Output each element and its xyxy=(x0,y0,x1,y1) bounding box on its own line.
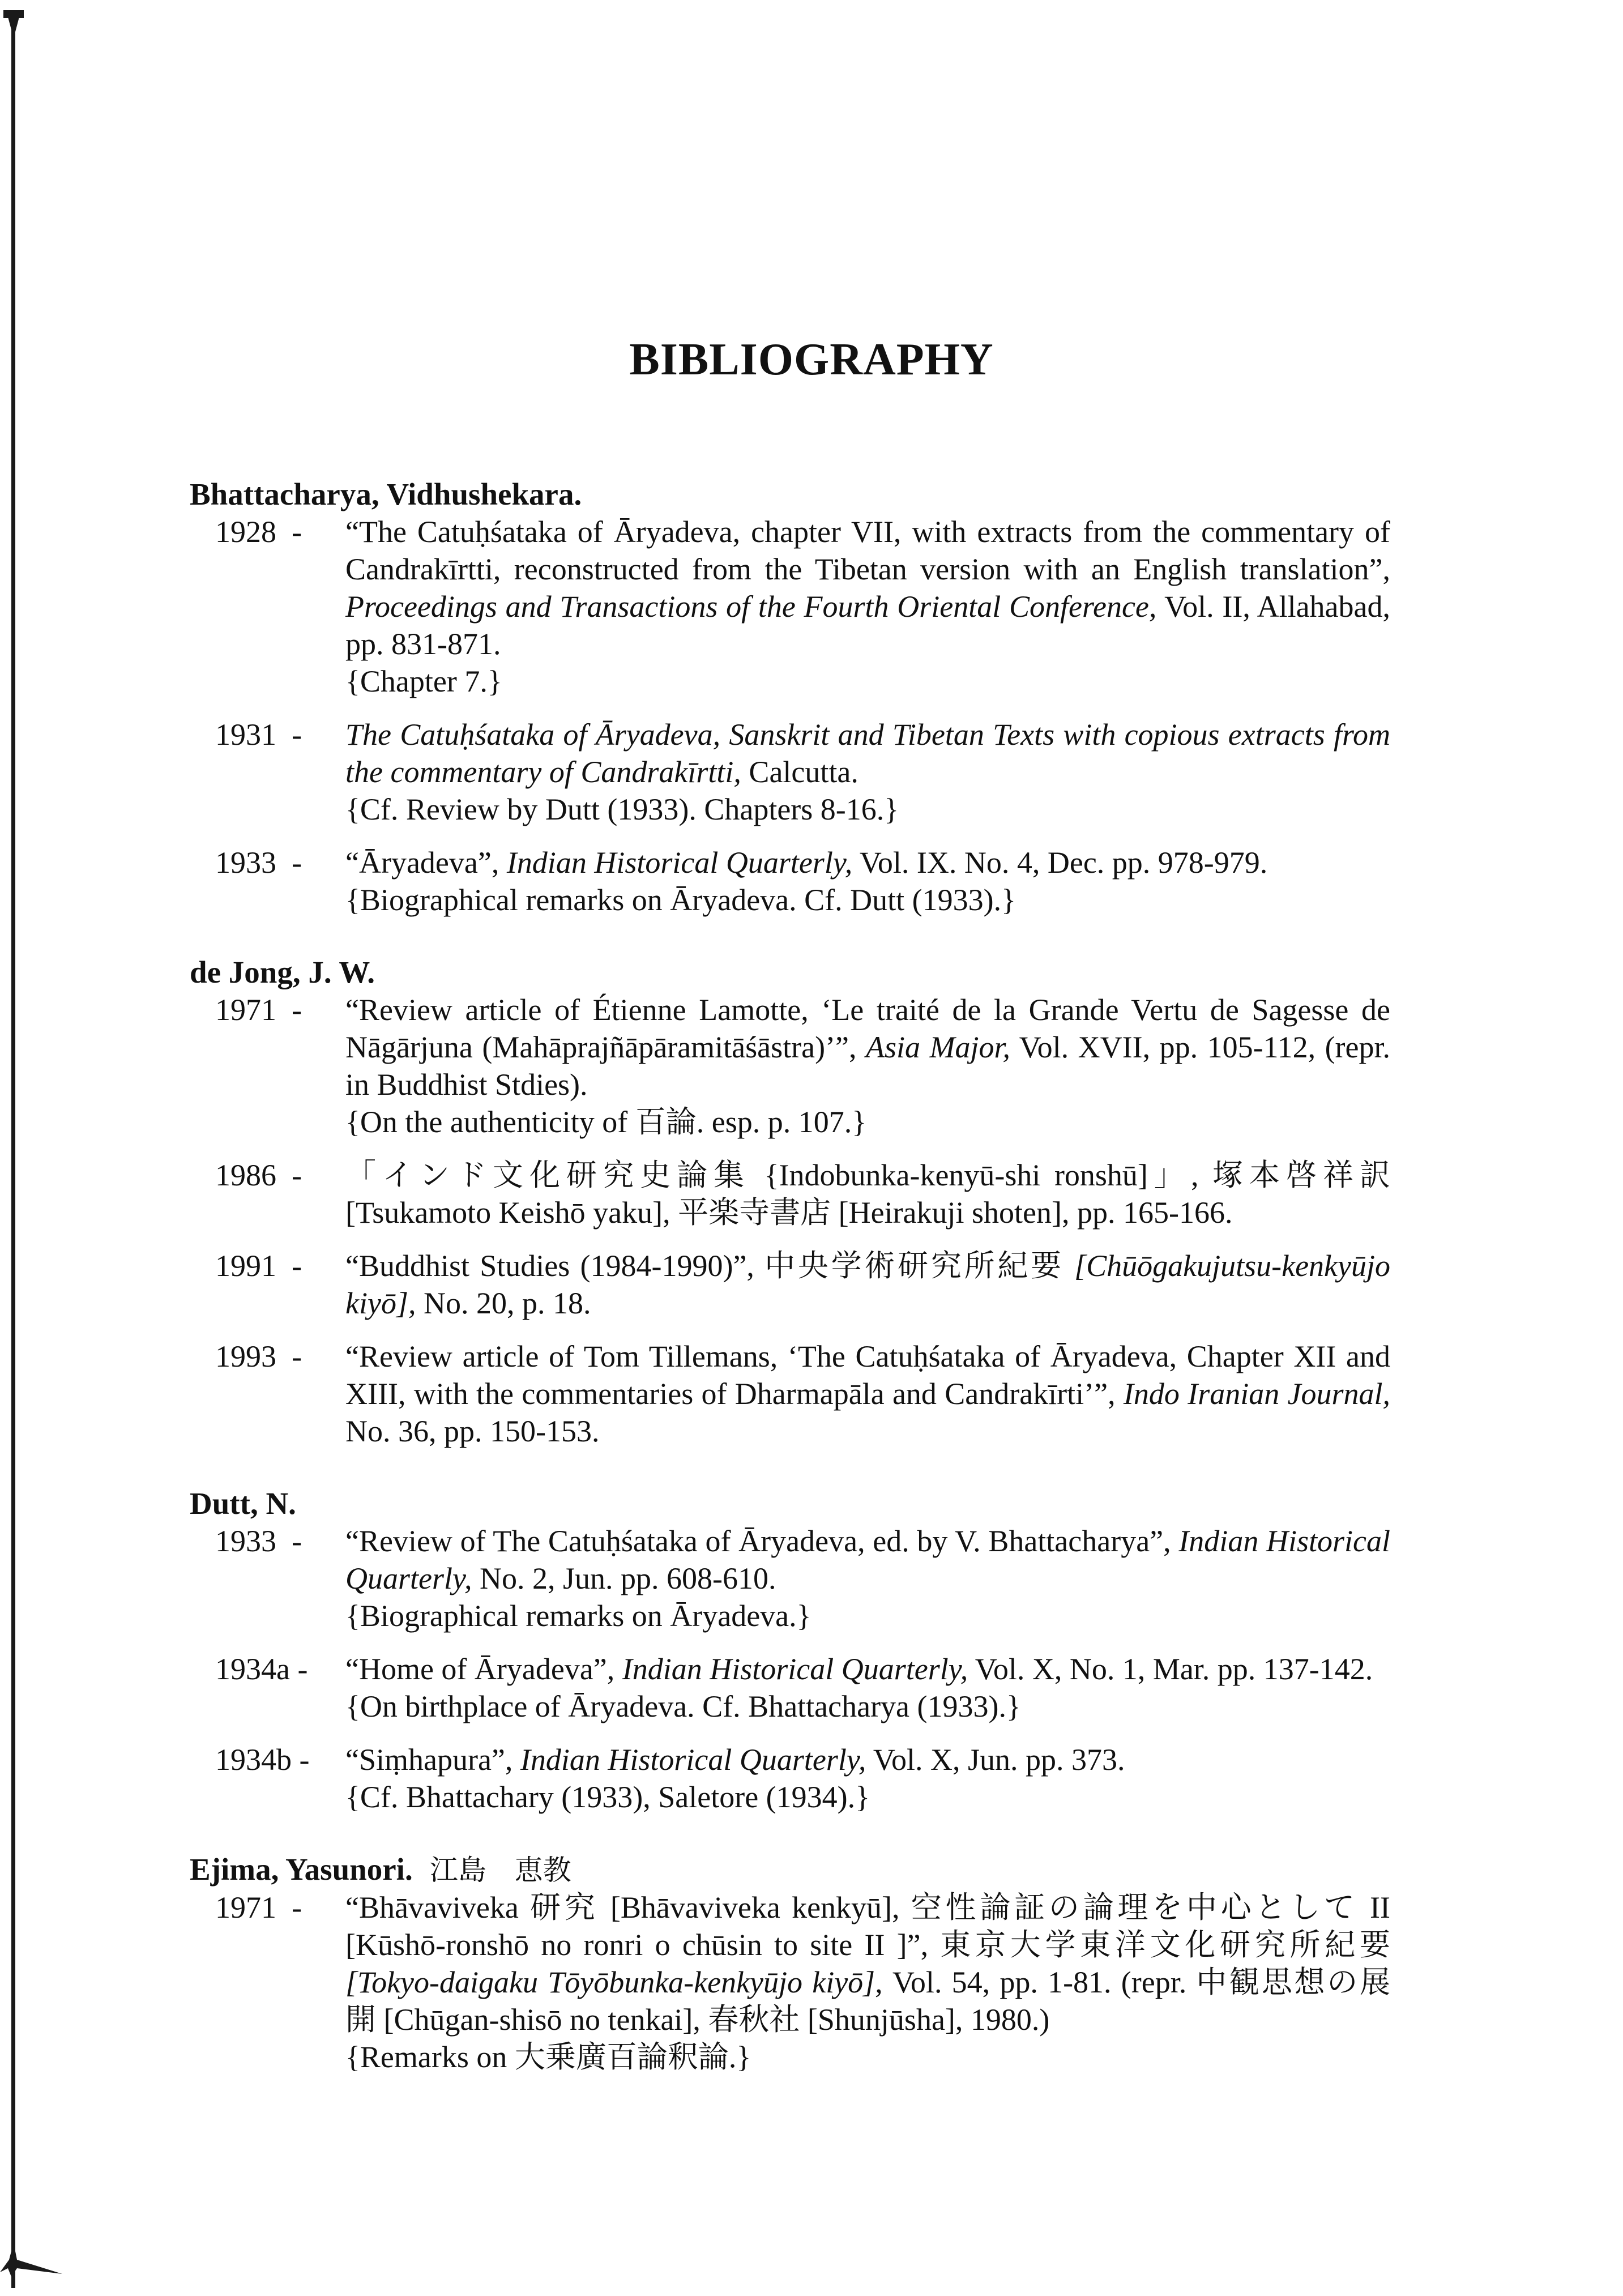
entry-text: “Home of Āryadeva”, xyxy=(345,1652,622,1686)
author-name: Dutt, N. xyxy=(190,1486,296,1521)
entry-body xyxy=(345,991,1390,1141)
bibliography-entry xyxy=(190,1156,1390,1231)
entry-body xyxy=(345,1338,1390,1450)
binding-mark-bottom xyxy=(0,2243,68,2277)
author-heading xyxy=(190,954,1390,991)
author-heading xyxy=(190,1851,1390,1889)
entry-journal: Indian Historical Quarterly, xyxy=(345,1524,1391,1595)
bibliography-entry xyxy=(190,513,1390,700)
entry-text: “Bhāvaviveka 研究 [Bhāvaviveka kenkyū], 空性論証の論理を中心として II [Kūshō-ronshō no ronri o chūsin to site II ]”, 東京大学東洋文化研究所紀要 xyxy=(345,1890,1390,1962)
author-heading xyxy=(190,1485,1390,1522)
entry-note: {Biographical remarks on Āryadeva.} xyxy=(345,1599,812,1633)
entry-journal: [Chūōgakujutsu-kenkyūjo kiyō], xyxy=(345,1249,1390,1320)
entry-note: {On birthplace of Āryadeva. Cf. Bhattacharya (1933).} xyxy=(345,1689,1021,1723)
entry-text: “Buddhist Studies (1984-1990)”, 中央学術研究所紀要 xyxy=(345,1249,1075,1283)
bibliography-list xyxy=(190,476,1390,2076)
entry-body xyxy=(345,1741,1390,1816)
entry-year: 1986 - xyxy=(215,1158,302,1192)
entry-year: 1971 - xyxy=(215,1890,302,1924)
entry-body xyxy=(345,1156,1390,1231)
entry-text: “Review article of Étienne Lamotte, ‘Le traité de la Grande Vertu de Sagesse de Nāgārjuna (Mahāprajñāpāramitāśāstra)’”, xyxy=(345,993,1390,1064)
entry-note: {Chapter 7.} xyxy=(345,664,502,698)
entry-details: Vol. X, Jun. pp. 373. xyxy=(866,1743,1125,1777)
entry-body xyxy=(345,1247,1390,1322)
entry-year: 1934a - xyxy=(215,1652,308,1686)
entry-text: 「インド文化研究史論集 {Indobunka-kenyū-shi ronshū]」, 塚本啓祥訳 [Tsukamoto Keishō yaku], 平楽寺書店 [Heirakuji shoten], pp. 165-166. xyxy=(345,1158,1390,1230)
entry-details: Vol. IX. No. 4, Dec. pp. 978-979. xyxy=(852,846,1268,880)
entry-text: “Āryadeva”, xyxy=(345,846,507,880)
entry-details: No. 36, pp. 150-153. xyxy=(345,1414,600,1448)
entry-journal: Indian Historical Quarterly, xyxy=(622,1652,968,1686)
bibliography-entry xyxy=(190,1338,1390,1450)
entry-details: Vol. II, Allahabad, pp. 831-871. xyxy=(345,590,1390,661)
page-title: BIBLIOGRAPHY xyxy=(629,335,994,385)
entry-journal: Indian Historical Quarterly, xyxy=(506,846,853,880)
entry-note: {On the authenticity of 百論. esp. p. 107.} xyxy=(345,1105,867,1139)
entry-journal: [Tokyo-daigaku Tōyōbunka-kenkyūjo kiyō], xyxy=(345,1965,883,1999)
entry-year: 1931 - xyxy=(215,718,302,752)
entry-details: Vol. XVII, pp. 105-112, (repr. in Buddhist Stdies). xyxy=(345,1030,1390,1102)
bibliography-entry xyxy=(190,1889,1390,2076)
entry-year: 1934b - xyxy=(215,1743,310,1777)
entry-body xyxy=(345,1889,1390,2076)
entry-body xyxy=(345,844,1390,919)
entry-details: Vol. 54, pp. 1-81. (repr. 中観思想の展開 [Chūgan-shisō no tenkai], 春秋社 [Shunjūsha], 1980.) xyxy=(345,1965,1390,2037)
entry-body xyxy=(345,716,1390,828)
entry-journal: Proceedings and Transactions of the Fourth Oriental Conference, xyxy=(345,590,1157,624)
entry-note: {Remarks on 大乗廣百論釈論.} xyxy=(345,2040,751,2074)
entry-note: {Biographical remarks on Āryadeva. Cf. Dutt (1933).} xyxy=(345,883,1016,917)
entry-details: No. 20, p. 18. xyxy=(416,1286,591,1320)
author-name: Bhattacharya, Vidhushekara. xyxy=(190,477,582,511)
entry-journal: Asia Major, xyxy=(866,1030,1011,1064)
bibliography-entry xyxy=(190,1741,1390,1816)
entry-note: {Cf. Review by Dutt (1933). Chapters 8-16.} xyxy=(345,792,899,826)
bibliography-entry xyxy=(190,844,1390,919)
entry-text: “Siṃhapura”, xyxy=(345,1743,520,1777)
author-heading xyxy=(190,476,1390,513)
entry-year: 1991 - xyxy=(215,1249,302,1283)
entry-details: Vol. X, No. 1, Mar. pp. 137-142. xyxy=(968,1652,1373,1686)
entry-journal: The Catuḥśataka of Āryadeva, Sanskrit and Tibetan Texts with copious extracts from the commentary of Candrakīrtti, xyxy=(345,718,1390,789)
entry-year: 1928 - xyxy=(215,515,302,549)
entry-details: No. 2, Jun. pp. 608-610. xyxy=(472,1561,776,1595)
entry-year: 1933 - xyxy=(215,846,302,880)
entry-details: Calcutta. xyxy=(741,755,859,789)
entry-year: 1993 - xyxy=(215,1339,302,1373)
entry-body xyxy=(345,1522,1390,1634)
bibliography-entry xyxy=(190,1650,1390,1725)
entry-body xyxy=(345,1650,1390,1725)
entry-note: {Cf. Bhattachary (1933), Saletore (1934).} xyxy=(345,1780,870,1814)
entry-text: “Review article of Tom Tillemans, ‘The Catuḥśataka of Āryadeva, Chapter XII and XIII, with the commentaries of Dharmapāla and Candrakīrti’”, xyxy=(345,1339,1390,1411)
entry-journal: Indian Historical Quarterly, xyxy=(520,1743,866,1777)
author-name-cjk: 江島 恵教 xyxy=(429,1854,571,1887)
bibliography-entry xyxy=(190,991,1390,1141)
author-name: Ejima, Yasunori. xyxy=(190,1852,413,1887)
entry-year: 1933 - xyxy=(215,1524,302,1558)
entry-body xyxy=(345,513,1390,700)
bibliography-entry xyxy=(190,716,1390,828)
bibliography-entry xyxy=(190,1522,1390,1634)
entry-text: “Review of The Catuḥśataka of Āryadeva, ed. by V. Bhattacharya”, xyxy=(345,1524,1179,1558)
author-name: de Jong, J. W. xyxy=(190,955,375,989)
entry-journal: Indo Iranian Journal, xyxy=(1123,1377,1390,1411)
bibliography-entry xyxy=(190,1247,1390,1322)
entry-year: 1971 - xyxy=(215,993,302,1027)
entry-text: “The Catuḥśataka of Āryadeva, chapter VII, with extracts from the commentary of Candrakīrtti, reconstructed from the Tibetan version with an English translation”, xyxy=(345,515,1390,586)
